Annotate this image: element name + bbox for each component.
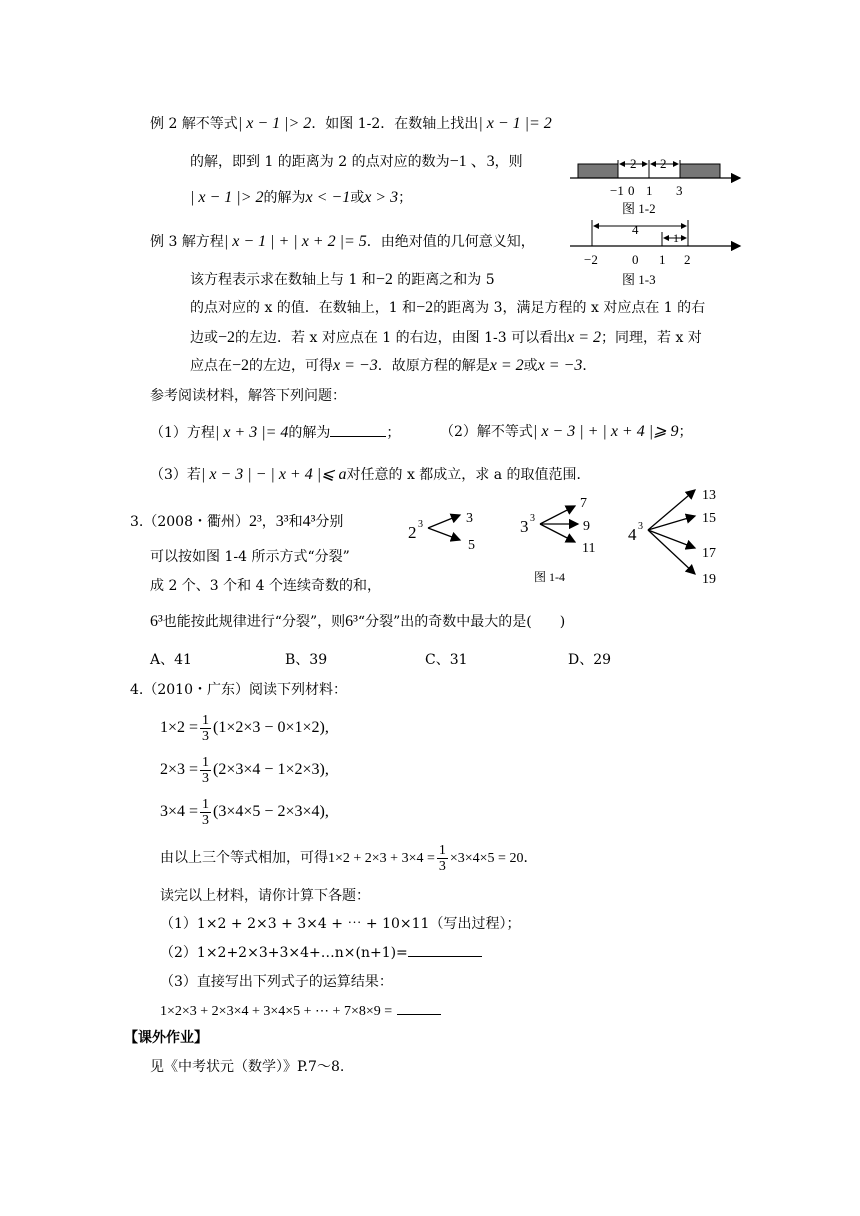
problem3-line1: 3.（2008・衢州）2³，3³和4³分别	[130, 513, 344, 530]
answer-blank[interactable]	[397, 1000, 441, 1015]
fraction: $\frac{1}{3}$	[202, 796, 210, 828]
svg-text:3: 3	[418, 519, 423, 530]
example3-label: 例 3	[150, 234, 178, 250]
subquestion-3: （3）直接写出下列式子的运算结果：	[160, 974, 393, 990]
equation-1: 1×2 = $\frac{1}{3}$ (1×2×3 − 0×1×2),	[160, 712, 329, 744]
problem3-option-a[interactable]: A、41	[150, 652, 192, 668]
example2-line3: | x − 1 |> 2的解为x < −1或x > 3；	[190, 189, 413, 206]
answer-blank[interactable]	[330, 422, 386, 437]
tick-label: 0	[632, 252, 639, 267]
shaded-region-left	[578, 164, 618, 178]
example3-line1: 例 3 解方程| x − 1 | + | x + 2 |= 5．由绝对值的几何意义知，	[150, 233, 535, 250]
problem3-number: 3.（2008・衢州）	[130, 514, 249, 530]
distance-label-big: 4	[632, 222, 639, 237]
distance-label-right: 2	[660, 156, 667, 171]
problem3-line4: 6³也能按此规律进行“分裂”，则6³“分裂”出的奇数中最大的是( )	[150, 613, 566, 630]
base-2: 2	[408, 523, 417, 542]
example3-line3: 的点对应的 x 的值．在数轴上，1 和−2的距离为 3，满足方程的 x 对应点在 1 的右	[190, 299, 706, 316]
odd-number: 17	[702, 546, 716, 561]
example3-line2: 该方程表示求在数轴上与 1 和−2 的距离之和为 5	[190, 271, 495, 288]
example3-line5: 应点在−2的左边，可得x = −3．故原方程的解是x = 2或x = −3．	[190, 357, 597, 374]
question-3: （3）若| x − 3 | − | x + 4 |⩽ a对任意的 x 都成立，求 a 的取值范围．	[150, 466, 591, 483]
odd-number: 5	[468, 538, 475, 553]
odd-number: 9	[583, 519, 590, 534]
odd-number: 19	[702, 572, 716, 587]
subquestion-3-expression: 1×2×3 + 2×3×4 + 3×4×5 + ⋯ + 7×8×9 =	[160, 1000, 441, 1022]
tick-label: −2	[584, 252, 598, 267]
question-2: （2）解不等式| x − 3 | + | x + 4 |⩾ 9；	[440, 423, 693, 440]
answer-blank[interactable]	[408, 942, 482, 957]
fraction: $\frac{1}{3}$	[438, 842, 446, 874]
svg-text:3: 3	[530, 513, 535, 524]
example2-label: 例 2	[150, 116, 178, 132]
odd-number: 7	[580, 496, 587, 511]
figure-1-4	[400, 482, 730, 592]
read-instruction: 读完以上材料，请你计算下各题：	[160, 888, 370, 904]
equation-2: 2×3 = $\frac{1}{3}$ (2×3×4 − 1×2×3),	[160, 754, 329, 786]
svg-text:3: 3	[638, 521, 643, 532]
odd-number: 13	[702, 488, 716, 503]
equation-3: 3×4 = $\frac{1}{3}$ (3×4×5 − 2×3×4),	[160, 796, 329, 828]
problem3-line3: 成 2 个、3 个和 4 个连续奇数的和，	[150, 578, 381, 594]
example2-line1: 例 2 解不等式| x − 1 |> 2．如图 1-2．在数轴上找出| x − 1 |= 2	[150, 115, 552, 132]
example3-line4: 边或−2的左边．若 x 对应点在 1 的右边，由图 1-3 可以看出x = 2；同理，若 x 对	[190, 329, 702, 346]
subquestion-1: （1）1×2 + 2×3 + 3×4 + ⋯ + 10×11（写出过程）；	[160, 916, 521, 932]
sum-statement: 由以上三个等式相加，可得1×2 + 2×3 + 3×4 = $\frac{1}{3}$ ×3×4×5 = 20．	[160, 842, 538, 874]
figure-caption: 图 1-4	[534, 570, 565, 584]
problem3-line2: 可以按如图 1-4 所示方式“分裂”	[150, 549, 350, 565]
odd-number: 15	[702, 511, 716, 526]
odd-number: 11	[582, 541, 596, 556]
figure-caption: 图 1-3	[622, 272, 656, 287]
distance-label-left: 2	[630, 156, 637, 171]
fraction: $\frac{1}{3}$	[202, 712, 210, 744]
figure-1-3	[570, 218, 750, 290]
odd-number: 3	[466, 511, 473, 526]
question-1: （1）方程| x + 3 |= 4的解为 ；	[150, 424, 401, 441]
tick-label: −1	[610, 183, 624, 198]
subquestion-2: （2）1×2+2×3+3×4+…n×(n+1)=	[160, 942, 482, 963]
tick-label: 3	[676, 183, 683, 198]
homework-text: 见《中考状元（数学）》P.7～8.	[150, 1059, 345, 1075]
tick-label: 1	[659, 252, 666, 267]
shaded-region-right	[680, 164, 720, 178]
base-4: 4	[628, 525, 637, 544]
reference-instruction: 参考阅读材料，解答下列问题：	[150, 388, 346, 404]
problem3-option-d[interactable]: D、29	[568, 652, 612, 668]
figure-1-2	[570, 150, 750, 220]
example2-line2: 的解，即到 1 的距离为 2 的点对应的数为−1 、3，则	[190, 153, 523, 170]
problem3-option-b[interactable]: B、39	[285, 652, 328, 668]
tick-label: 1	[646, 183, 653, 198]
tick-label: 0	[628, 183, 635, 198]
problem4-heading: 4.（2010・广东）阅读下列材料：	[130, 682, 347, 698]
tick-label: 2	[684, 252, 691, 267]
homework-title: 【课外作业】	[124, 1030, 208, 1046]
distance-label-small: 1	[673, 231, 679, 245]
base-3: 3	[520, 517, 529, 536]
fraction: $\frac{1}{3}$	[202, 754, 210, 786]
figure-caption: 图 1-2	[622, 201, 656, 216]
problem3-option-c[interactable]: C、31	[425, 652, 468, 668]
